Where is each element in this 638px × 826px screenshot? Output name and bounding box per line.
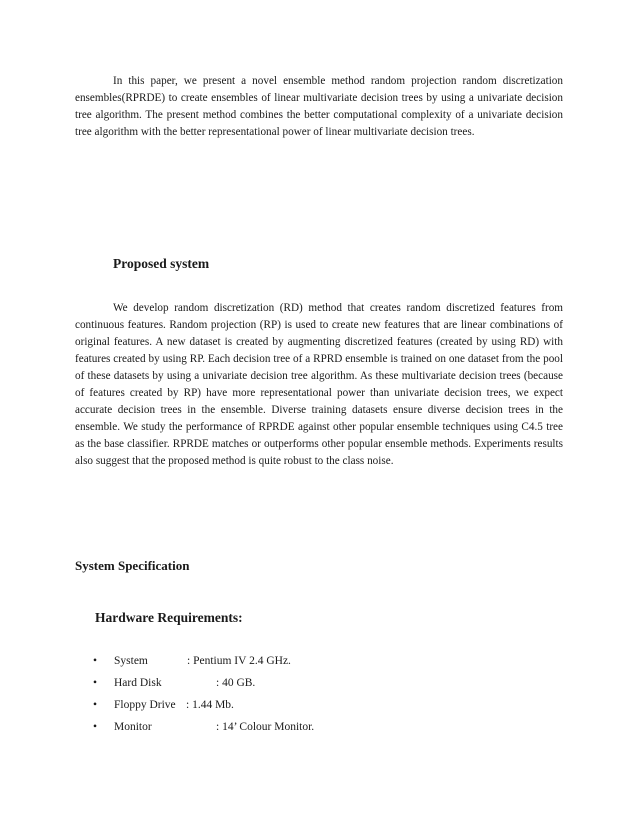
proposed-system-heading: Proposed system xyxy=(113,256,210,271)
proposed-system-paragraph: We develop random discretization (RD) method that creates random discretized features from continuous features. Random projection (RP) is used to create new features that are linear combinations of original features. A new dataset is created by augmenting discretized features (created by using RD) with features created by using RP. Each decision tree of a RPRD ensemble is trained on one dataset from the pool of these datasets by using a univariate decision tree algorithm. As these multivariate decision trees (because of features created by RP) have more representational power than univariate decision trees, we expect accurate decision trees in the ensemble. Diverse training datasets ensure diverse decision trees in the ensemble. We study the performance of RPRDE against other popular ensemble techniques using C4.5 tree as the base classifier. RPRDE matches or outperforms other popular ensemble methods. Experiments results also suggest that the proposed method is quite robust to the class noise. xyxy=(75,302,563,467)
spec-value: : 40 GB. xyxy=(216,677,256,689)
spec-label: Hard Disk xyxy=(114,677,162,689)
list-item xyxy=(93,655,393,677)
spec-value: : Pentium IV 2.4 GHz. xyxy=(187,655,291,667)
intro-paragraph: In this paper, we present a novel ensemble method random projection random discretization ensembles(RPRDE) to create ensembles of linear multivariate decision trees by using a univariate decision tree algorithm. The present method combines the better computational complexity of a univariate decision tree algorithm with the better representational power of linear multivariate decision trees. xyxy=(75,75,563,138)
spec-label: Monitor xyxy=(114,721,152,733)
hardware-requirements-heading: Hardware Requirements: xyxy=(95,610,243,625)
list-item xyxy=(93,677,393,699)
bullet-icon: • xyxy=(93,655,98,667)
spec-value: : 14’ Colour Monitor. xyxy=(216,721,315,733)
spec-value: : 1.44 Mb. xyxy=(186,699,234,711)
hardware-spec-list xyxy=(93,655,393,743)
spec-label: Floppy Drive xyxy=(114,699,176,711)
spec-label: System xyxy=(114,655,148,667)
bullet-icon: • xyxy=(93,721,98,733)
bullet-icon: • xyxy=(93,699,98,711)
list-item xyxy=(93,721,393,743)
system-specification-heading: System Specification xyxy=(75,558,190,573)
bullet-icon: • xyxy=(93,677,98,689)
list-item xyxy=(93,699,393,721)
